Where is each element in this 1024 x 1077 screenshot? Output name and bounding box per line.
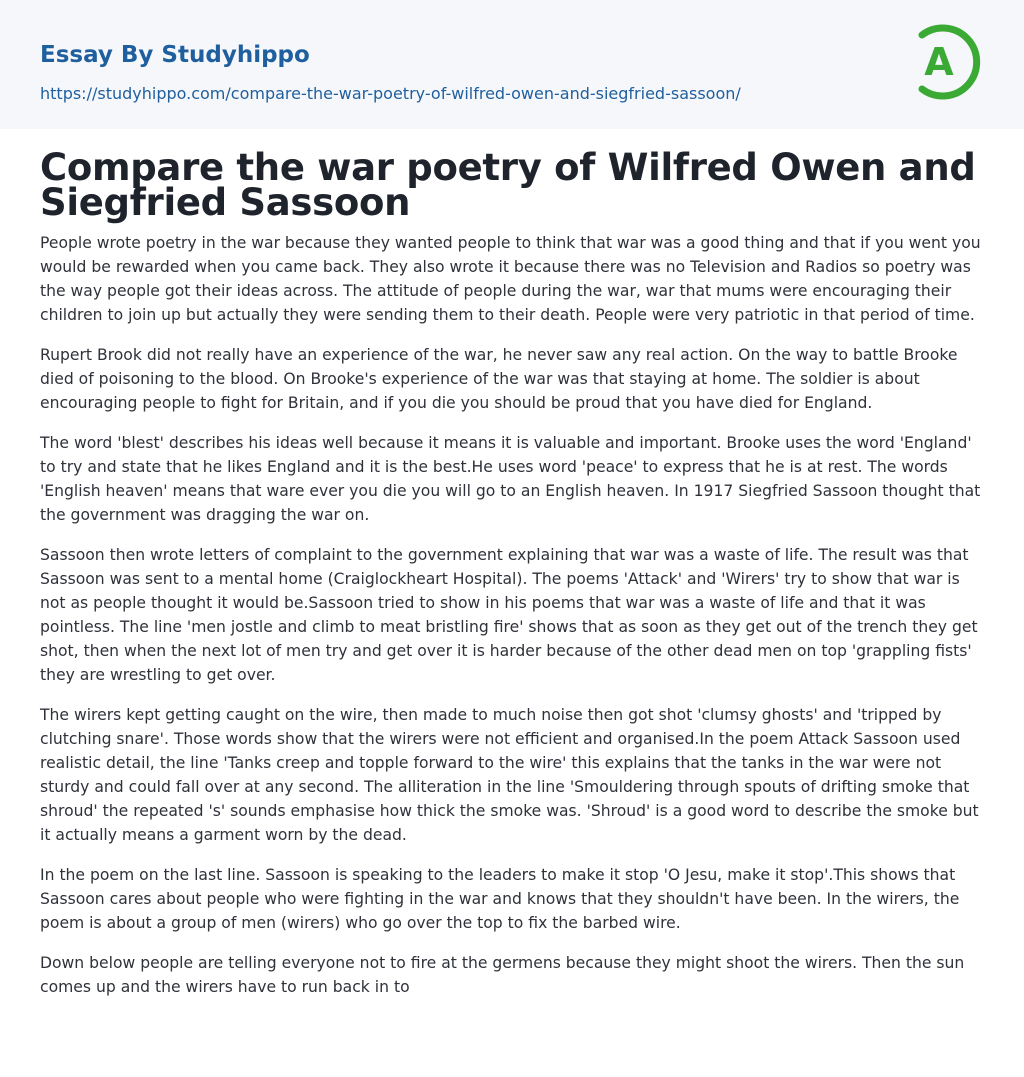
studyhippo-logo-icon[interactable]: [910, 18, 986, 106]
paragraph-1: People wrote poetry in the war because they wanted people to think that war was a good thing and that if you went you would be rewarded when you came back. They also wrote it because there was no Television and Radios so poetry was the way people got their ideas across. The attitude of people during the war, war that mums were encouraging their children to join up but actually they were sending them to their death. People were very patriotic in that period of time.: [40, 234, 981, 324]
article-title: Compare the war poetry of Wilfred Owen and Siegfried Sassoon: [40, 146, 976, 224]
source-url-link[interactable]: https://studyhippo.com/compare-the-war-poetry-of-wilfred-owen-and-siegfried-sassoon/: [40, 84, 741, 103]
article-body: [40, 231, 986, 999]
paragraph-6: In the poem on the last line. Sassoon is speaking to the leaders to make it stop 'O Jesu, make it stop'.This shows that Sassoon cares about people who were fighting in the war and knows that they shouldn't have been. In the wirers, the poem is about a group of men (wirers) who go over the top to fix the barbed wire.: [40, 866, 960, 932]
site-header: [0, 0, 1024, 129]
paragraph-7: Down below people are telling everyone not to fire at the germens because they might shoot the wirers. Then the sun comes up and the wirers have to run back in to: [40, 954, 965, 996]
paragraph-4: Sassoon then wrote letters of complaint to the government explaining that war was a waste of life. The result was that Sassoon was sent to a mental home (Craiglockheart Hospital). The poems 'Attack' and 'Wirers' try to show that war is not as people thought it would be.Sassoon tried to show in his poems that war was a waste of life and that it was pointless. The line 'men jostle and climb to meat bristling fire' shows that as soon as they get out of the trench they get shot, then when the next lot of men try and get over it is harder because of the other dead men on top 'grappling fists' they are wrestling to get over.: [40, 546, 978, 684]
brand-title[interactable]: Essay By Studyhippo: [40, 42, 310, 68]
article: [40, 146, 986, 1015]
logo-letter: A: [924, 40, 954, 84]
paragraph-5: The wirers kept getting caught on the wire, then made to much noise then got shot 'clumsy ghosts' and 'tripped by clutching snare'. Those words show that the wirers were not efficient and organised.In the poem Attack Sassoon used realistic detail, the line 'Tanks creep and topple forward to the wire' this explains that the tanks in the war were not sturdy and could fall over at any second. The alliteration in the line 'Smouldering through spouts of drifting smoke that shroud' the repeated 's' sounds emphasise how thick the smoke was. 'Shroud' is a good word to describe the smoke but it actually means a garment worn by the dead.: [40, 706, 979, 844]
paragraph-3: The word 'blest' describes his ideas well because it means it is valuable and important. Brooke uses the word 'England' to try and state that he likes England and it is the best.He uses word 'peace' to express that he is at rest. The words 'English heaven' means that ware ever you die you will go to an English heaven. In 1917 Siegfried Sassoon thought that the government was dragging the war on.: [40, 434, 981, 524]
paragraph-2: Rupert Brook did not really have an experience of the war, he never saw any real action. On the way to battle Brooke died of poisoning to the blood. On Brooke's experience of the war was that staying at home. The soldier is about encouraging people to fight for Britain, and if you die you should be proud that you have died for England.: [40, 346, 958, 412]
